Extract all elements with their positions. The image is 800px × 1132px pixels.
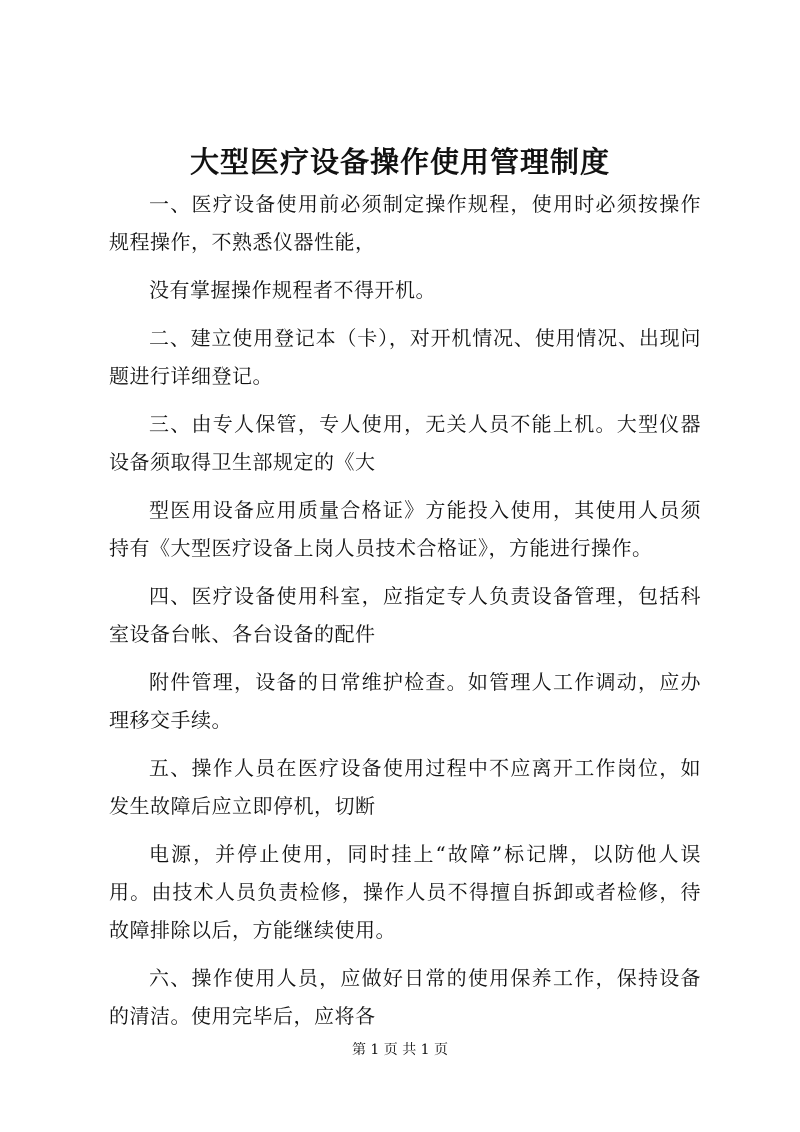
paragraph-7: 附件管理，设备的日常维护检查。如管理人工作调动，应办理移交手续。: [109, 670, 701, 732]
paragraph-2: 没有掌握操作规程者不得开机。: [149, 278, 436, 302]
paragraph-4: 三、由专人保管，专人使用，无关人员不能上机。大型仪器设备须取得卫生部规定的《大: [109, 412, 701, 474]
paragraph-10: 六、操作使用人员，应做好日常的使用保养工作，保持设备的清洁。使用完毕后，应将各: [109, 966, 701, 1028]
paragraph-6: 四、医疗设备使用科室，应指定专人负责设备管理，包括科室设备台帐、各台设备的配件: [109, 584, 701, 646]
paragraph-1: 一、医疗设备使用前必须制定操作规程，使用时必须按操作规程操作，不熟悉仪器性能，: [109, 192, 701, 254]
page-footer: 第 1 页 共 1 页: [351, 1042, 449, 1058]
paragraph-8: 五、操作人员在医疗设备使用过程中不应离开工作岗位，如发生故障后应立即停机，切断: [109, 756, 701, 818]
paragraph-9: 电源，并停止使用，同时挂上“故障”标记牌，以防他人误用。由技术人员负责检修，操作人员不得擅自拆卸或者检修，待故障排除以后，方能继续使用。: [109, 842, 701, 942]
paragraph-5: 型医用设备应用质量合格证》方能投入使用，其使用人员须持有《大型医疗设备上岗人员技术合格证》，方能进行操作。: [109, 498, 701, 560]
document-title: 大型医疗设备操作使用管理制度: [189, 145, 610, 179]
document-body: [109, 185, 701, 1045]
paragraph-3: 二、建立使用登记本（卡），对开机情况、使用情况、出现问题进行详细登记。: [109, 326, 701, 388]
